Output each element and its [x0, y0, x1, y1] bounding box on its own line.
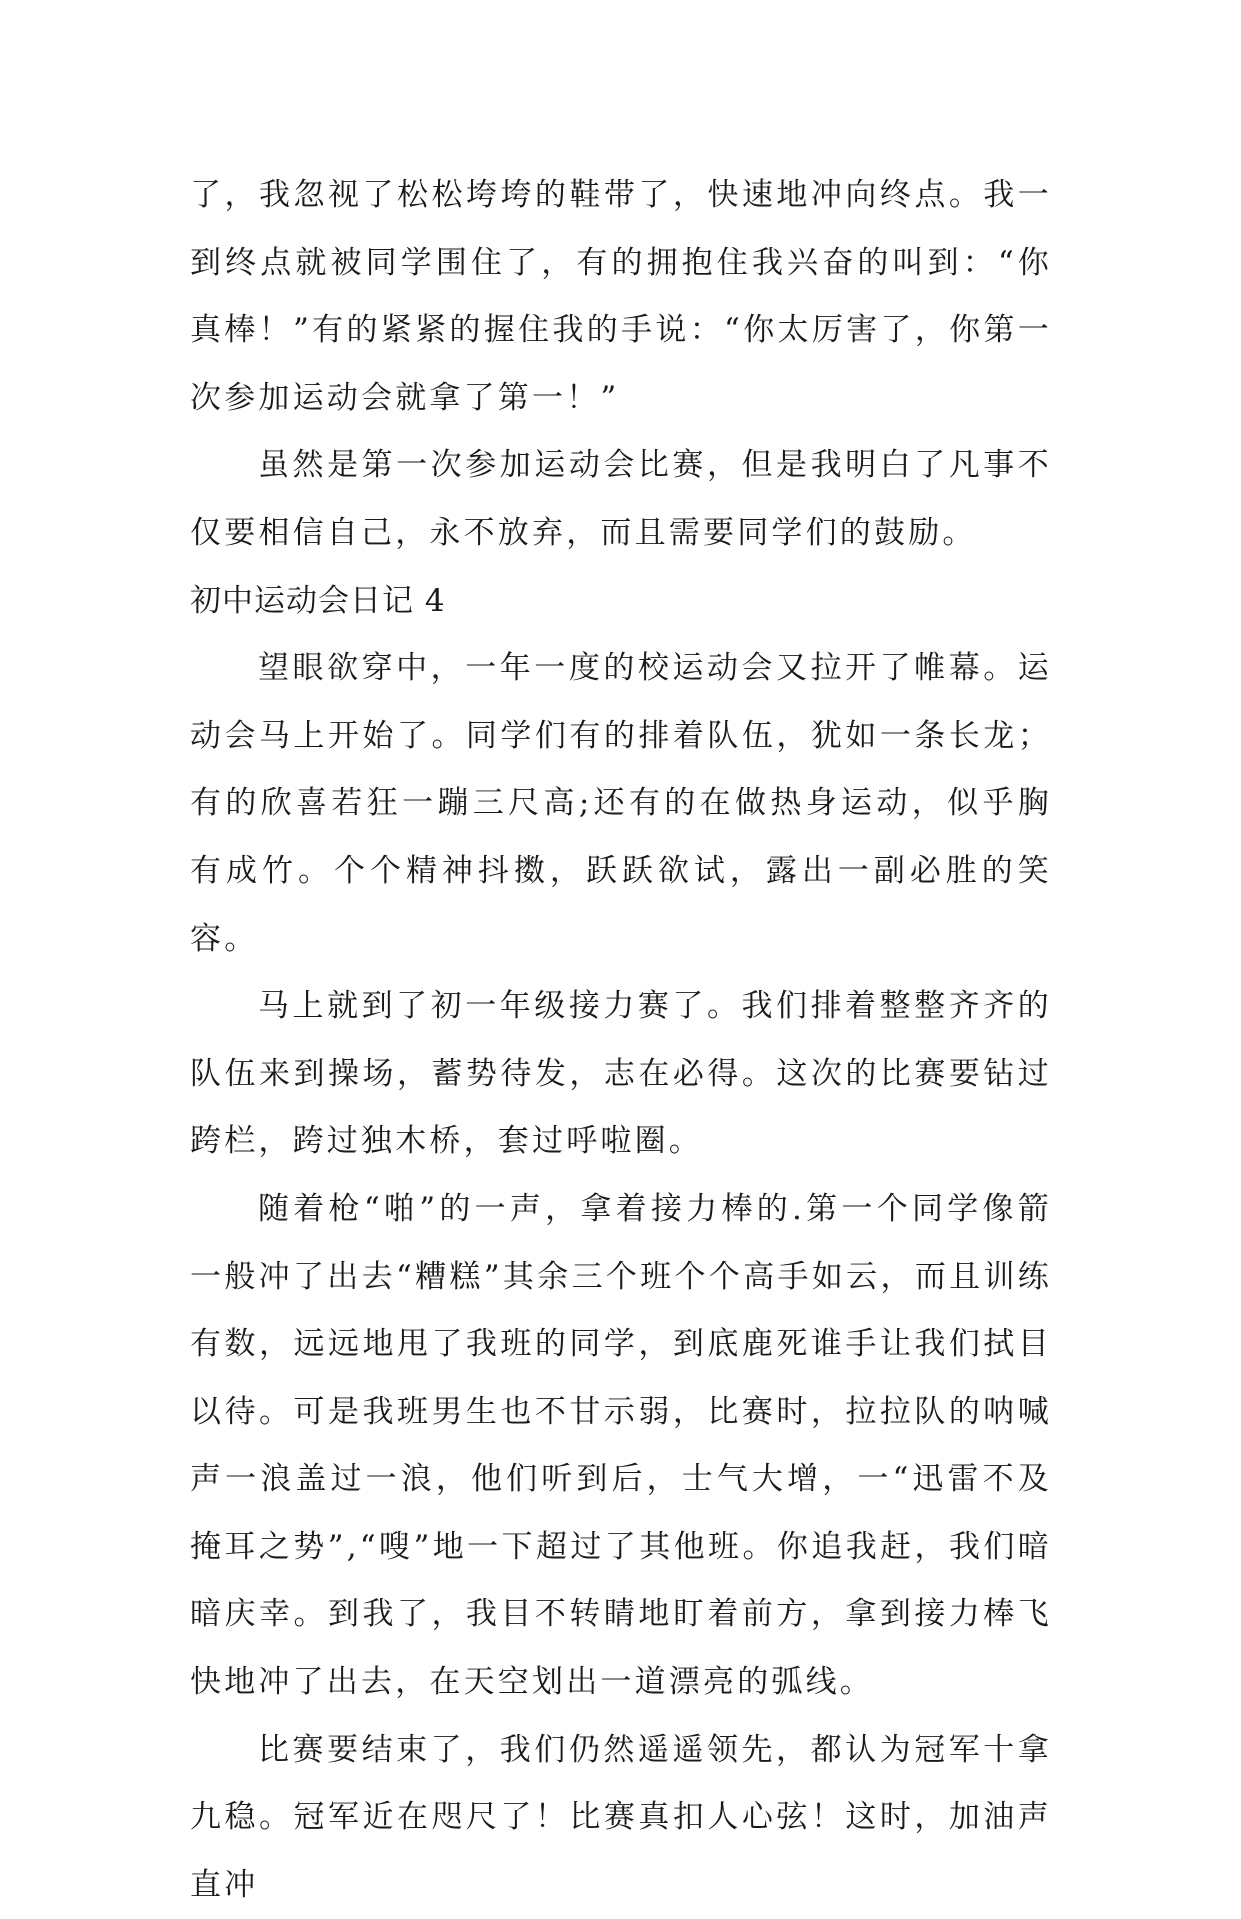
paragraph-relay-start: 马上就到了初一年级接力赛了。我们排着整整齐齐的队伍来到操场，蓄势待发，志在必得。这次的比赛要钻过跨栏，跨过独木桥，套过呼啦圈。: [190, 988, 1052, 1160]
paragraph-finish-line: 了，我忽视了松松垮垮的鞋带了，快速地冲向终点。我一到终点就被同学围住了，有的拥抱住我兴奋的叫到：“你真棒！”有的紧紧的握住我的手说：“你太厉害了，你第一次参加运动会就拿了第一！”: [190, 177, 1052, 416]
paragraph-relay-race: 随着枪“啪”的一声，拿着接力棒的.第一个同学像箭一般冲了出去“糟糕”其余三个班个个高手如云，而且训练有数，远远地甩了我班的同学，到底鹿死谁手让我们拭目以待。可是我班男生也不甘示弱，比赛时，拉拉队的呐喊声一浪盖过一浪，他们听到后，士气大增，一“迅雷不及掩耳之势”,“嗖”地一下超过了其他班。你追我赶，我们暗暗庆幸。到我了，我目不转睛地盯着前方，拿到接力棒飞快地冲了出去，在天空划出一道漂亮的弧线。: [190, 1190, 1052, 1701]
paragraph-opening: 望眼欲穿中，一年一度的校运动会又拉开了帷幕。运动会马上开始了。同学们有的排着队伍，犹如一条长龙；有的欣喜若狂一蹦三尺高;还有的在做热身运动，似乎胸有成竹。个个精神抖擞，跃跃欲试，露出一副必胜的笑容。: [190, 650, 1052, 957]
document-body: [190, 162, 1052, 1919]
section-heading: 初中运动会日记 4: [190, 582, 446, 619]
paragraph-lesson: 虽然是第一次参加运动会比赛，但是我明白了凡事不仅要相信自己，永不放弃，而且需要同学们的鼓励。: [190, 447, 1052, 551]
paragraph-race-end: 比赛要结束了，我们仍然遥遥领先，都认为冠军十拿九稳。冠军近在咫尺了！比赛真扣人心弦！这时，加油声直冲: [190, 1731, 1052, 1903]
